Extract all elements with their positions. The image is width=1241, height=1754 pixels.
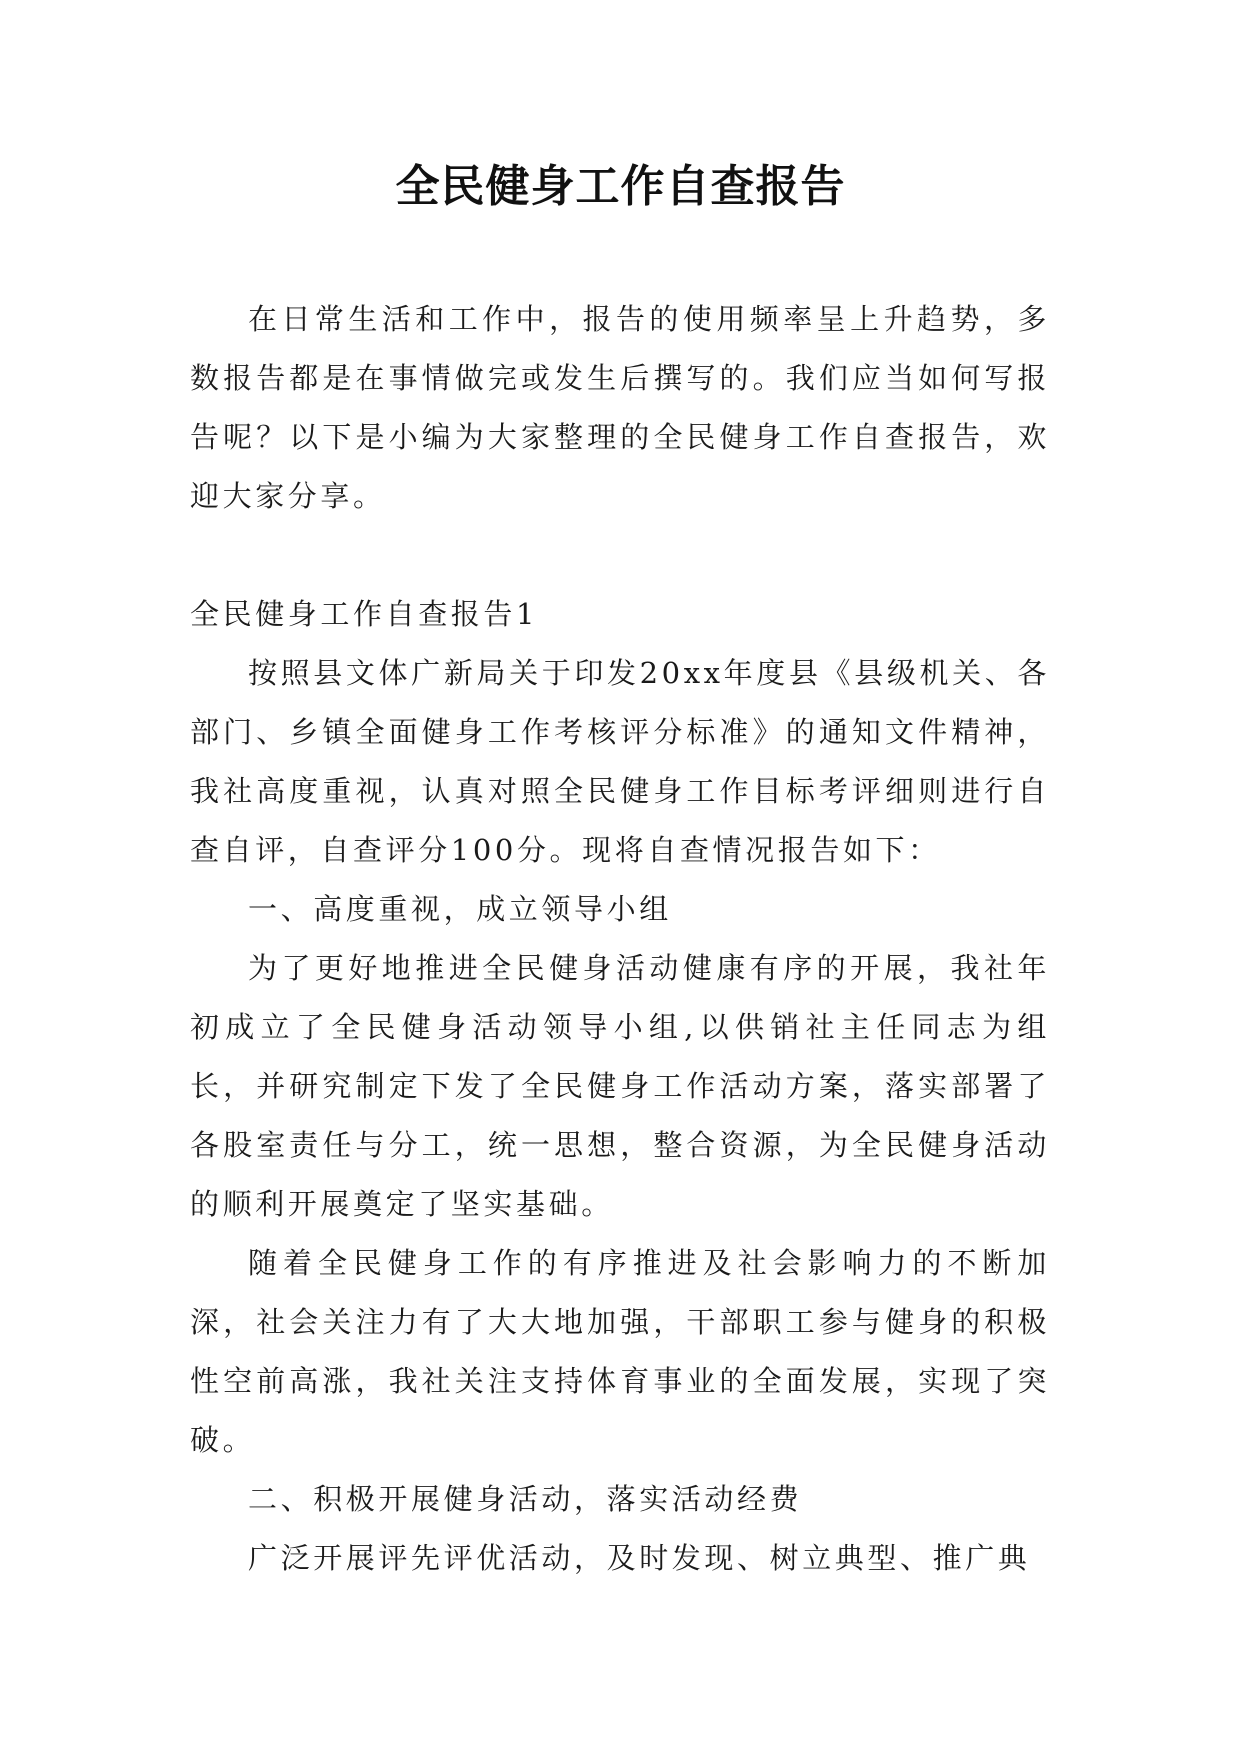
intro-paragraph: 在日常生活和工作中，报告的使用频率呈上升趋势，多数报告都是在事情做完或发生后撰写的。我们应当如何写报告呢？以下是小编为大家整理的全民健身工作自查报告，欢迎大家分享。 bbox=[190, 302, 1050, 513]
body-paragraph: 广泛开展评先评优活动，及时发现、树立典型、推广典 bbox=[248, 1541, 1031, 1575]
subheading-paragraph: 二、积极开展健身活动，落实活动经费 bbox=[248, 1482, 803, 1516]
body-paragraph: 随着全民健身工作的有序推进及社会影响力的不断加深，社会关注力有了大大地加强，干部职工参与健身的积极性空前高涨，我社关注支持体育事业的全面发展，实现了突破。 bbox=[190, 1246, 1050, 1457]
document-body bbox=[190, 290, 1050, 1588]
document-title: 全民健身工作自查报告 bbox=[395, 161, 846, 212]
body-paragraph: 按照县文体广新局关于印发20xx年度县《县级机关、各部门、乡镇全面健身工作考核评分标准》的通知文件精神，我社高度重视，认真对照全民健身工作目标考评细则进行自查自评，自查评分100分。现将自查情况报告如下： bbox=[190, 656, 1050, 867]
subheading-paragraph: 一、高度重视，成立领导小组 bbox=[248, 892, 672, 926]
paragraph-spacer bbox=[190, 526, 1050, 585]
section-heading: 全民健身工作自查报告1 bbox=[190, 597, 539, 631]
body-paragraph: 为了更好地推进全民健身活动健康有序的开展，我社年初成立了全民健身活动领导小组,以供销社主任同志为组长，并研究制定下发了全民健身工作活动方案，落实部署了各股室责任与分工，统一思想，整合资源，为全民健身活动的顺利开展奠定了坚实基础。 bbox=[190, 951, 1050, 1221]
